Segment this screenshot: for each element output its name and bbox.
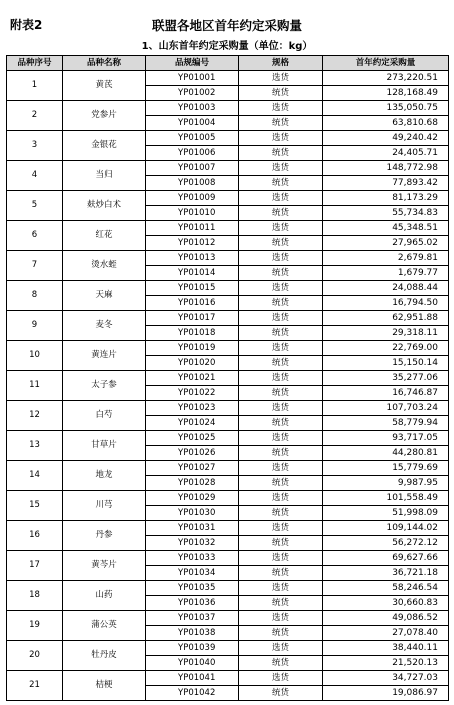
quantity-value: 27,965.02 xyxy=(323,236,449,251)
quantity-value: 93,717.05 xyxy=(323,431,449,446)
quantity-value: 49,086.52 xyxy=(323,611,449,626)
quantity-value: 22,769.00 xyxy=(323,341,449,356)
spec-grade: 选货 xyxy=(239,131,323,146)
spec-grade: 统货 xyxy=(239,596,323,611)
variety-name: 黄连片 xyxy=(63,341,146,371)
spec-grade: 选货 xyxy=(239,281,323,296)
variety-name: 黄芩片 xyxy=(63,551,146,581)
quantity-value: 62,951.88 xyxy=(323,311,449,326)
variety-name: 甘草片 xyxy=(63,431,146,461)
table-row xyxy=(7,641,449,656)
table-row xyxy=(7,341,449,356)
spec-code: YP01017 xyxy=(146,311,239,326)
variety-number: 15 xyxy=(7,491,63,521)
spec-code: YP01009 xyxy=(146,191,239,206)
quantity-value: 29,318.11 xyxy=(323,326,449,341)
spec-code: YP01027 xyxy=(146,461,239,476)
spec-grade: 统货 xyxy=(239,326,323,341)
variety-name: 红花 xyxy=(63,221,146,251)
spec-code: YP01037 xyxy=(146,611,239,626)
quantity-value: 69,627.66 xyxy=(323,551,449,566)
spec-code: YP01004 xyxy=(146,116,239,131)
spec-grade: 选货 xyxy=(239,401,323,416)
spec-code: YP01016 xyxy=(146,296,239,311)
spec-code: YP01034 xyxy=(146,566,239,581)
quantity-value: 44,280.81 xyxy=(323,446,449,461)
quantity-value: 273,220.51 xyxy=(323,71,449,86)
spec-grade: 选货 xyxy=(239,671,323,686)
table-row xyxy=(7,581,449,596)
quantity-value: 21,520.13 xyxy=(323,656,449,671)
spec-grade: 统货 xyxy=(239,296,323,311)
header-spec-code: 品规编号 xyxy=(146,56,239,71)
spec-grade: 统货 xyxy=(239,656,323,671)
quantity-value: 128,168.49 xyxy=(323,86,449,101)
quantity-value: 27,078.40 xyxy=(323,626,449,641)
spec-grade: 选货 xyxy=(239,521,323,536)
spec-grade: 统货 xyxy=(239,446,323,461)
variety-number: 18 xyxy=(7,581,63,611)
quantity-value: 16,746.87 xyxy=(323,386,449,401)
spec-code: YP01019 xyxy=(146,341,239,356)
variety-number: 9 xyxy=(7,311,63,341)
header-row xyxy=(7,56,449,71)
variety-number: 12 xyxy=(7,401,63,431)
variety-name: 地龙 xyxy=(63,461,146,491)
header-quantity: 首年约定采购量 xyxy=(323,56,449,71)
spec-code: YP01030 xyxy=(146,506,239,521)
variety-number: 13 xyxy=(7,431,63,461)
spec-grade: 统货 xyxy=(239,176,323,191)
header-variety-no: 品种序号 xyxy=(7,56,63,71)
spec-code: YP01042 xyxy=(146,686,239,701)
table-row xyxy=(7,671,449,686)
header-variety-name: 品种名称 xyxy=(63,56,146,71)
quantity-value: 34,727.03 xyxy=(323,671,449,686)
variety-number: 11 xyxy=(7,371,63,401)
variety-number: 7 xyxy=(7,251,63,281)
spec-grade: 统货 xyxy=(239,506,323,521)
spec-code: YP01003 xyxy=(146,101,239,116)
spec-code: YP01025 xyxy=(146,431,239,446)
table-row xyxy=(7,281,449,296)
spec-code: YP01023 xyxy=(146,401,239,416)
table-row xyxy=(7,551,449,566)
spec-code: YP01033 xyxy=(146,551,239,566)
quantity-value: 148,772.98 xyxy=(323,161,449,176)
quantity-value: 58,779.94 xyxy=(323,416,449,431)
spec-grade: 选货 xyxy=(239,581,323,596)
variety-number: 4 xyxy=(7,161,63,191)
quantity-value: 77,893.42 xyxy=(323,176,449,191)
quantity-value: 2,679.81 xyxy=(323,251,449,266)
spec-code: YP01007 xyxy=(146,161,239,176)
table-row xyxy=(7,611,449,626)
table-row xyxy=(7,191,449,206)
spec-grade: 选货 xyxy=(239,251,323,266)
quantity-value: 81,173.29 xyxy=(323,191,449,206)
quantity-value: 35,277.06 xyxy=(323,371,449,386)
spec-code: YP01018 xyxy=(146,326,239,341)
spec-grade: 统货 xyxy=(239,386,323,401)
variety-number: 20 xyxy=(7,641,63,671)
spec-code: YP01031 xyxy=(146,521,239,536)
spec-grade: 选货 xyxy=(239,491,323,506)
variety-number: 1 xyxy=(7,71,63,101)
quantity-value: 1,679.77 xyxy=(323,266,449,281)
page-title: 联盟各地区首年约定采购量 xyxy=(151,18,302,33)
variety-name: 桔梗 xyxy=(63,671,146,701)
spec-grade: 选货 xyxy=(239,551,323,566)
quantity-value: 135,050.75 xyxy=(323,101,449,116)
table-row xyxy=(7,251,449,266)
spec-grade: 统货 xyxy=(239,146,323,161)
spec-code: YP01006 xyxy=(146,146,239,161)
spec-code: YP01032 xyxy=(146,536,239,551)
quantity-value: 45,348.51 xyxy=(323,221,449,236)
spec-code: YP01041 xyxy=(146,671,239,686)
spec-code: YP01024 xyxy=(146,416,239,431)
variety-name: 山药 xyxy=(63,581,146,611)
quantity-value: 107,703.24 xyxy=(323,401,449,416)
spec-code: YP01020 xyxy=(146,356,239,371)
spec-code: YP01008 xyxy=(146,176,239,191)
quantity-value: 109,144.02 xyxy=(323,521,449,536)
variety-number: 19 xyxy=(7,611,63,641)
quantity-value: 63,810.68 xyxy=(323,116,449,131)
annex-label: 附表2 xyxy=(10,18,43,32)
spec-code: YP01028 xyxy=(146,476,239,491)
spec-code: YP01029 xyxy=(146,491,239,506)
spec-grade: 选货 xyxy=(239,641,323,656)
table-row xyxy=(7,521,449,536)
spec-grade: 统货 xyxy=(239,476,323,491)
variety-number: 8 xyxy=(7,281,63,311)
table-row xyxy=(7,431,449,446)
variety-name: 烫水蛭 xyxy=(63,251,146,281)
spec-code: YP01011 xyxy=(146,221,239,236)
quantity-value: 24,088.44 xyxy=(323,281,449,296)
variety-name: 党参片 xyxy=(63,101,146,131)
quantity-value: 16,794.50 xyxy=(323,296,449,311)
spec-grade: 统货 xyxy=(239,686,323,701)
table-header xyxy=(7,56,449,71)
variety-number: 21 xyxy=(7,671,63,701)
variety-number: 16 xyxy=(7,521,63,551)
table-row xyxy=(7,131,449,146)
quantity-value: 15,779.69 xyxy=(323,461,449,476)
spec-grade: 选货 xyxy=(239,161,323,176)
spec-grade: 统货 xyxy=(239,536,323,551)
table-row xyxy=(7,491,449,506)
variety-name: 天麻 xyxy=(63,281,146,311)
quantity-value: 55,734.83 xyxy=(323,206,449,221)
variety-name: 金银花 xyxy=(63,131,146,161)
variety-name: 当归 xyxy=(63,161,146,191)
variety-number: 6 xyxy=(7,221,63,251)
spec-grade: 选货 xyxy=(239,431,323,446)
spec-grade: 选货 xyxy=(239,311,323,326)
quantity-value: 51,998.09 xyxy=(323,506,449,521)
table-row xyxy=(7,161,449,176)
spec-grade: 统货 xyxy=(239,206,323,221)
spec-grade: 选货 xyxy=(239,611,323,626)
spec-code: YP01010 xyxy=(146,206,239,221)
variety-number: 5 xyxy=(7,191,63,221)
quantity-value: 38,440.11 xyxy=(323,641,449,656)
table-row xyxy=(7,461,449,476)
table-row xyxy=(7,311,449,326)
spec-grade: 选货 xyxy=(239,191,323,206)
quantity-value: 9,987.95 xyxy=(323,476,449,491)
quantity-value: 24,405.71 xyxy=(323,146,449,161)
variety-name: 黄芪 xyxy=(63,71,146,101)
spec-code: YP01012 xyxy=(146,236,239,251)
quantity-value: 58,246.54 xyxy=(323,581,449,596)
spec-grade: 选货 xyxy=(239,101,323,116)
spec-grade: 统货 xyxy=(239,356,323,371)
quantity-value: 15,150.14 xyxy=(323,356,449,371)
quantity-value: 36,721.18 xyxy=(323,566,449,581)
section-subtitle: 1、山东首年约定采购量（单位：kg） xyxy=(141,41,313,52)
variety-number: 10 xyxy=(7,341,63,371)
spec-code: YP01026 xyxy=(146,446,239,461)
spec-code: YP01014 xyxy=(146,266,239,281)
variety-number: 3 xyxy=(7,131,63,161)
variety-name: 蒲公英 xyxy=(63,611,146,641)
variety-number: 2 xyxy=(7,101,63,131)
spec-grade: 统货 xyxy=(239,86,323,101)
quantity-value: 56,272.12 xyxy=(323,536,449,551)
spec-code: YP01013 xyxy=(146,251,239,266)
variety-name: 麦冬 xyxy=(63,311,146,341)
table-row xyxy=(7,221,449,236)
variety-number: 17 xyxy=(7,551,63,581)
spec-code: YP01038 xyxy=(146,626,239,641)
variety-name: 白芍 xyxy=(63,401,146,431)
quantity-value: 19,086.97 xyxy=(323,686,449,701)
spec-code: YP01039 xyxy=(146,641,239,656)
spec-grade: 统货 xyxy=(239,626,323,641)
spec-code: YP01036 xyxy=(146,596,239,611)
table-row xyxy=(7,71,449,86)
spec-grade: 统货 xyxy=(239,266,323,281)
table-row xyxy=(7,101,449,116)
variety-name: 川芎 xyxy=(63,491,146,521)
spec-code: YP01015 xyxy=(146,281,239,296)
quantity-value: 49,240.42 xyxy=(323,131,449,146)
table-row xyxy=(7,371,449,386)
spec-grade: 选货 xyxy=(239,461,323,476)
spec-code: YP01001 xyxy=(146,71,239,86)
spec-grade: 选货 xyxy=(239,221,323,236)
variety-name: 丹参 xyxy=(63,521,146,551)
variety-name: 太子参 xyxy=(63,371,146,401)
spec-code: YP01002 xyxy=(146,86,239,101)
variety-name: 麸炒白术 xyxy=(63,191,146,221)
spec-grade: 统货 xyxy=(239,416,323,431)
spec-grade: 选货 xyxy=(239,341,323,356)
spec-grade: 选货 xyxy=(239,371,323,386)
spec-grade: 统货 xyxy=(239,236,323,251)
variety-name: 牡丹皮 xyxy=(63,641,146,671)
spec-code: YP01035 xyxy=(146,581,239,596)
procurement-table xyxy=(6,55,449,701)
table-row xyxy=(7,401,449,416)
spec-code: YP01005 xyxy=(146,131,239,146)
quantity-value: 30,660.83 xyxy=(323,596,449,611)
spec-code: YP01022 xyxy=(146,386,239,401)
spec-code: YP01040 xyxy=(146,656,239,671)
table-body xyxy=(7,71,449,701)
variety-number: 14 xyxy=(7,461,63,491)
quantity-value: 101,558.49 xyxy=(323,491,449,506)
spec-code: YP01021 xyxy=(146,371,239,386)
spec-grade: 选货 xyxy=(239,71,323,86)
header-spec: 规格 xyxy=(239,56,323,71)
spec-grade: 统货 xyxy=(239,116,323,131)
spec-grade: 统货 xyxy=(239,566,323,581)
